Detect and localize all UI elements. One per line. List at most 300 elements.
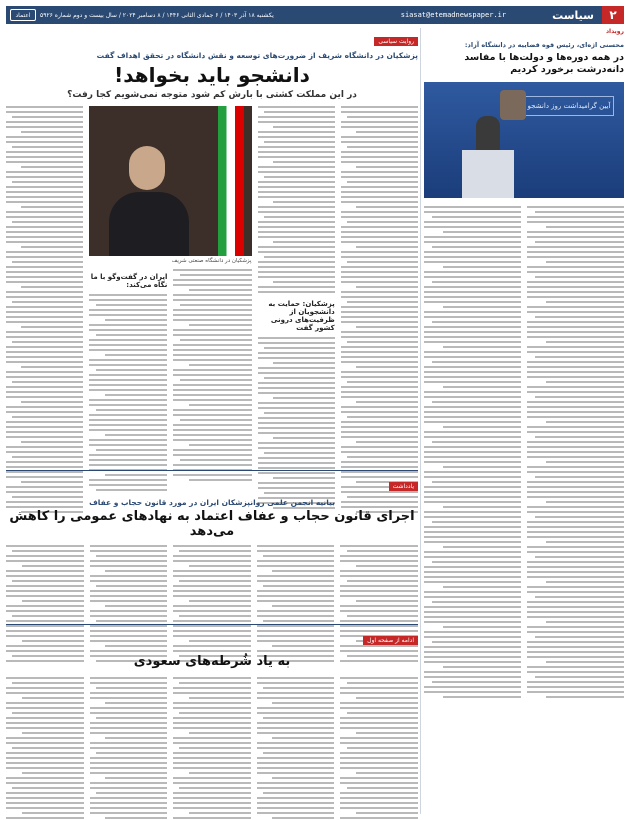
text-line [89,424,167,426]
text-line [424,661,521,663]
text-line [424,336,521,338]
text-line [173,570,251,572]
text-line [258,171,335,173]
text-line [90,682,168,684]
text-line [424,636,521,638]
text-line [189,364,252,366]
text-line [424,456,521,458]
text-line [6,752,84,754]
text-line [341,426,418,428]
text-line [258,131,335,133]
text-line [527,231,624,233]
text-line [340,570,418,572]
text-line [527,466,624,468]
text-line [6,176,83,178]
text-line [347,787,418,789]
text-line [6,316,83,318]
text-line [173,309,251,311]
dateline: یکشنبه ۱۸ آذر ۱۴۰۳ / ۶ جمادی الثانی ۱۴۴۶ / ۸ دسامبر ۲۰۲۴ / سال بیست و دوم شماره ۵۹۲۶ [40,11,274,19]
text-line [424,251,521,253]
text-line [264,141,335,143]
main-article-photo [89,106,251,256]
right-article-body [424,206,624,698]
portrait-figure [500,90,526,120]
text-line [424,556,521,558]
text-line [12,747,83,749]
text-line [6,677,84,679]
body-column [6,677,84,820]
text-line [90,727,168,729]
text-line [341,336,418,338]
text-line [535,436,624,438]
text-line [341,231,418,233]
text-line [527,656,624,658]
text-line [89,349,167,351]
text-line [340,677,418,679]
text-line [89,419,167,421]
text-line [341,151,418,153]
text-line [340,792,418,794]
text-line [527,446,624,448]
text-line [527,491,624,493]
text-line [6,570,84,572]
text-line [12,116,83,118]
text-line [258,467,335,469]
text-line [257,560,335,562]
text-line [347,301,418,303]
text-line [189,289,252,291]
text-line [89,329,167,331]
text-line [105,394,168,396]
body-column [340,677,418,820]
text-line [527,266,624,268]
column-divider [420,28,421,814]
text-line [6,737,84,739]
text-line [105,354,168,356]
text-line [432,401,521,403]
text-line [173,677,251,679]
text-line [258,136,335,138]
text-line [6,426,83,428]
text-line [424,316,521,318]
text-line [527,586,624,588]
text-line [173,334,251,336]
article-3-headline: به یاد شُرطه‌های سعودی [133,654,291,669]
text-line [6,331,83,333]
text-line [341,406,418,408]
text-line [179,580,250,582]
text-line [535,596,624,598]
text-line [347,381,418,383]
text-line [258,266,335,268]
text-line [257,615,335,617]
text-line [90,615,168,617]
text-line [443,626,521,628]
text-line [341,351,418,353]
text-line [90,712,168,714]
text-line [443,666,521,668]
text-line [527,331,624,333]
text-line [6,321,83,323]
text-line [173,777,251,779]
text-line [527,496,624,498]
text-line [527,611,624,613]
text-line [6,610,84,612]
text-line [173,555,251,557]
text-line [90,797,168,799]
text-line [341,211,418,213]
text-line [173,722,251,724]
text-line [6,216,83,218]
text-line [424,341,521,343]
text-line [180,274,252,276]
text-line [257,722,335,724]
text-line [258,221,335,223]
body-column [173,269,251,491]
text-line [173,279,251,281]
text-line [173,429,251,431]
text-line [173,374,251,376]
text-line [96,687,167,689]
text-line [258,447,335,449]
text-line [257,782,335,784]
text-line [257,767,335,769]
text-line [341,466,418,468]
text-line [90,565,168,567]
text-line [173,449,251,451]
text-line [89,344,167,346]
text-line [258,271,335,273]
text-line [173,817,251,819]
text-line [424,406,521,408]
text-line [6,211,83,213]
text-line [6,151,83,153]
text-line [341,296,418,298]
text-line [424,571,521,573]
text-line [257,590,335,592]
text-line [257,595,335,597]
text-line [535,516,624,518]
text-line [424,276,521,278]
text-line [173,707,251,709]
text-line [432,246,521,248]
text-line [180,419,252,421]
text-line [89,299,167,301]
text-line [424,236,521,238]
text-line [424,621,521,623]
text-line [90,772,168,774]
text-line [432,561,521,563]
text-line [341,461,418,463]
text-line [173,409,251,411]
text-line [527,251,624,253]
right-article-headline: در همه دوره‌ها و دولت‌ها با مفاسد دانه‌درشت برخورد کردیم [464,52,624,75]
text-line [6,241,83,243]
text-line [173,782,251,784]
text-line [258,352,335,354]
text-line [173,605,251,607]
text-line [6,376,83,378]
text-line [173,792,251,794]
text-line [443,306,521,308]
text-line [424,331,521,333]
text-line [424,391,521,393]
text-line [356,286,418,288]
text-line [527,411,624,413]
text-line [341,216,418,218]
text-line [432,361,521,363]
text-line [6,251,83,253]
text-line [258,146,335,148]
text-line [90,595,168,597]
text-line [173,797,251,799]
text-line [22,732,84,734]
text-line [90,767,168,769]
text-line [12,146,83,148]
text-line [89,439,167,441]
text-line [273,397,335,399]
text-line [258,211,335,213]
text-line [6,461,83,463]
text-line [263,620,334,622]
text-line [173,299,251,301]
text-line [173,394,251,396]
text-line [173,384,251,386]
text-line [257,610,335,612]
text-line [257,575,335,577]
text-line [527,206,624,208]
text-line [96,449,168,451]
text-line [527,631,624,633]
text-line [341,431,418,433]
text-line [173,702,251,704]
text-line [189,732,251,734]
text-line [173,742,251,744]
text-line [340,560,418,562]
text-line [173,687,251,689]
text-line [258,116,335,118]
text-line [341,276,418,278]
text-line [527,221,624,223]
text-line [527,481,624,483]
text-line [6,575,84,577]
text-line [21,366,83,368]
text-line [356,206,418,208]
text-line [6,411,83,413]
text-line [179,747,250,749]
text-line [89,414,167,416]
text-line [90,575,168,577]
text-line [258,231,335,233]
text-line [432,281,521,283]
text-line [424,656,521,658]
text-line [340,817,418,819]
text-line [443,586,521,588]
text-line [340,807,418,809]
main-article-kicker: پزشکیان در دانشگاه شریف از ضرورت‌های توسعه و نقش دانشگاه در تحقق اهداف گفت [96,51,418,60]
text-line [341,226,418,228]
text-line [89,454,167,456]
text-line [258,246,335,248]
text-line [6,782,84,784]
text-line [527,366,624,368]
section-name: سیاست [552,8,594,22]
text-line [263,792,334,794]
text-line [6,196,83,198]
text-line [173,399,251,401]
text-line [257,712,335,714]
text-line [258,337,335,339]
text-line [6,590,84,592]
text-line [89,404,167,406]
text-line [173,349,251,351]
text-line [6,692,84,694]
text-line [527,471,624,473]
text-line [173,762,251,764]
text-line [340,707,418,709]
main-article-subhead: در این مملکت کشتی با بارش کم شود متوجه نمی‌شویم کجا رفت؟ [67,90,357,100]
text-line [257,677,335,679]
text-line [258,392,335,394]
text-line [6,186,83,188]
text-line [90,550,168,552]
text-line [21,131,83,133]
text-line [527,506,624,508]
text-line [527,566,624,568]
text-line [527,691,624,693]
text-line [258,191,335,193]
text-line [340,692,418,694]
body-column [424,206,521,698]
text-line [356,697,418,699]
text-line [527,576,624,578]
article-3-body [6,677,418,820]
text-line [424,551,521,553]
text-line [6,431,83,433]
text-line [424,301,521,303]
article-3-tag: ادامه از صفحه اول [363,636,418,645]
text-line [6,742,84,744]
text-line [424,631,521,633]
text-line [258,422,335,424]
text-line [341,136,418,138]
text-line [424,396,521,398]
text-line [356,366,418,368]
text-line [424,491,521,493]
text-line [347,261,418,263]
text-line [6,386,83,388]
text-line [424,606,521,608]
text-line [264,412,335,414]
text-line [258,196,335,198]
text-line [424,381,521,383]
text-line [424,376,521,378]
text-line [424,541,521,543]
text-line [89,379,167,381]
text-line [340,717,418,719]
text-line [527,351,624,353]
text-line [527,311,624,313]
text-line [179,615,250,617]
text-line [546,461,624,463]
text-line [257,732,335,734]
text-line [173,424,251,426]
text-line [272,737,334,739]
text-line [90,802,168,804]
main-article [6,28,418,468]
text-line [264,256,335,258]
text-line [90,807,168,809]
text-line [173,269,251,271]
text-line [189,444,252,446]
text-line [347,747,418,749]
text-line [347,615,418,617]
text-line [356,732,418,734]
article-2-tag: یادداشت [389,482,418,491]
text-line [6,306,83,308]
text-line [527,416,624,418]
text-line [527,216,624,218]
text-line [527,271,624,273]
text-line [173,802,251,804]
text-line [258,457,335,459]
text-line [21,326,83,328]
text-line [22,600,84,602]
text-line [89,464,167,466]
photo-column [89,106,251,513]
text-line [90,697,168,699]
text-line [341,236,418,238]
text-line [272,570,334,572]
text-line [90,742,168,744]
text-line [6,767,84,769]
text-line [527,511,624,513]
text-line [527,361,624,363]
text-line [273,241,335,243]
text-line [179,712,250,714]
podium-shape [462,150,514,198]
text-line [105,702,167,704]
text-line [6,236,83,238]
text-line [6,797,84,799]
text-line [424,446,521,448]
text-line [12,341,83,343]
text-line [424,431,521,433]
text-line [546,501,624,503]
text-line [90,787,168,789]
text-line [173,284,251,286]
text-line [258,427,335,429]
text-line [6,351,83,353]
text-line [189,600,251,602]
text-line [179,787,250,789]
text-line [6,296,83,298]
text-line [22,565,84,567]
text-line [535,476,624,478]
text-line [341,256,418,258]
text-line [535,636,624,638]
text-line [258,407,335,409]
text-line [173,807,251,809]
body-column [6,106,83,513]
text-line [105,570,167,572]
text-line [340,722,418,724]
text-line [263,555,334,557]
text-line [527,666,624,668]
text-line [173,319,251,321]
text-line [527,641,624,643]
text-line [173,757,251,759]
